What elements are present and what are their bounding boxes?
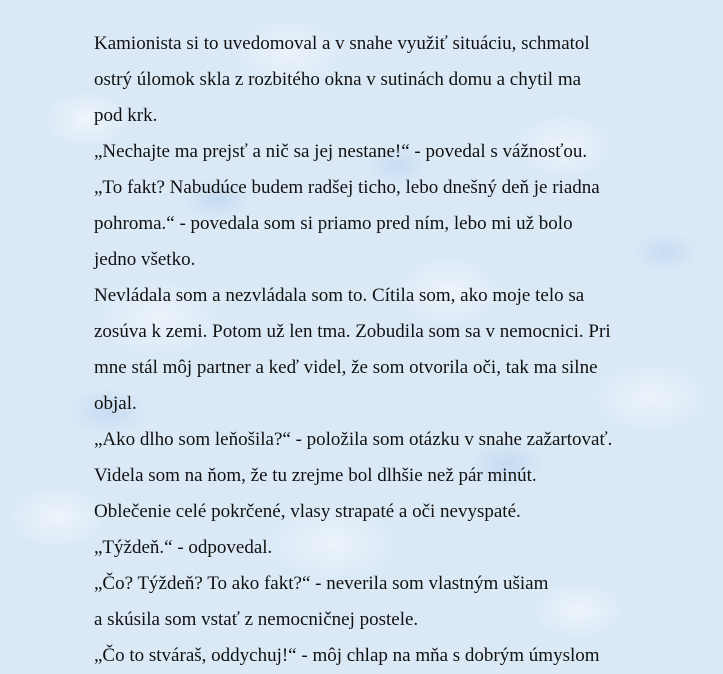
- text-line: „To fakt? Nabudúce budem radšej ticho, lebo dnešný deň je riadna: [94, 177, 600, 198]
- story-text: [94, 26, 714, 674]
- text-line: Nevládala som a nezvládala som to. Cítila som, ako moje telo sa: [94, 285, 585, 306]
- text-line: zosúva k zemi. Potom už len tma. Zobudila som sa v nemocnici. Pri: [94, 321, 611, 342]
- text-line: ostrý úlomok skla z rozbitého okna v sutinách domu a chytil ma: [94, 69, 582, 90]
- text-line: Kamionista si to uvedomoval a v snahe využiť situáciu, schmatol: [94, 33, 590, 54]
- text-line: „Týždeň.“ - odpovedal.: [94, 537, 273, 558]
- text-line: Videla som na ňom, že tu zrejme bol dlhšie než pár minút.: [94, 465, 537, 486]
- text-line: a skúsila som vstať z nemocničnej postele.: [94, 609, 419, 630]
- text-line: „Nechajte ma prejsť a nič sa jej nestane!“ - povedal s vážnosťou.: [94, 141, 588, 162]
- text-line: pod krk.: [94, 105, 158, 126]
- text-line: jedno všetko.: [94, 249, 196, 270]
- text-line: pohroma.“ - povedala som si priamo pred ním, lebo mi už bolo: [94, 213, 573, 234]
- text-line: mne stál môj partner a keď videl, že som otvorila oči, tak ma silne: [94, 357, 598, 378]
- text-line: „Čo? Týždeň? To ako fakt?“ - neverila som vlastným ušiam: [94, 573, 549, 594]
- text-line: objal.: [94, 393, 137, 414]
- text-line: „Čo to stváraš, oddychuj!“ - môj chlap na mňa s dobrým úmyslom: [94, 645, 600, 666]
- text-line: Oblečenie celé pokrčené, vlasy strapaté a oči nevyspaté.: [94, 501, 521, 522]
- text-line: „Ako dlho som leňošila?“ - položila som otázku v snahe zažartovať.: [94, 429, 613, 450]
